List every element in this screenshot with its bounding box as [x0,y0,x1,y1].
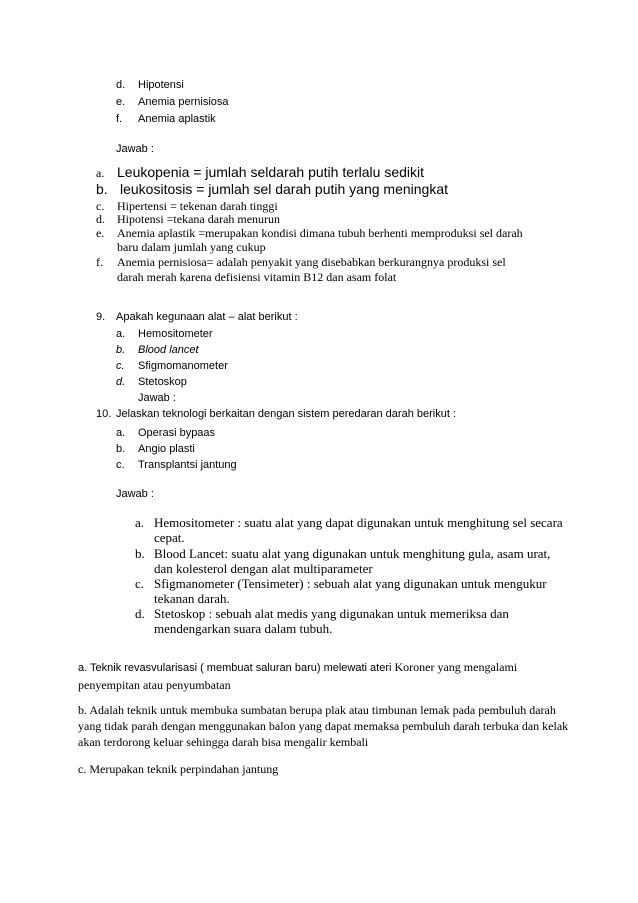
list-text: Operasi bypaas [138,427,216,439]
list-marker: a. [116,427,126,439]
list-marker: b. [116,443,126,455]
question-text: Apakah kegunaan alat – alat berikut : [116,311,298,323]
answer-text-cont: mendengarkan suara dalam tubuh. [154,621,333,636]
answer-b-line: b. Adalah teknik untuk membuka sumbatan berupa plak atau timbunan lemak pada pembuluh darah [78,703,556,717]
jawab-label: Jawab : [138,392,176,404]
answer-marker: b. [135,546,145,561]
answer-text: Sfigmanometer (Tensimeter) : sebuah alat yang digunakan untuk mengukur [154,576,547,591]
list-text: Anemia aplastik [138,113,216,125]
answer-text: Leukopenia = jumlah seldarah putih terlalu sedikit [117,164,425,180]
answer-text: Hemositometer : suatu alat yang dapat digunakan untuk menghitung sel secara [154,515,563,530]
answer-marker: d. [96,212,105,226]
answer-text: Hipertensi = tekenan darah tinggi [117,199,278,213]
list-text: Angio plasti [138,443,195,455]
list-text: Sfigmomanometer [138,360,228,372]
question-number: 10. [96,408,112,420]
list-marker: b. [116,344,126,356]
list-text: Stetoskop [138,376,187,388]
list-marker: a. [116,328,126,340]
jawab-label: Jawab : [116,143,154,155]
answer-text-cont: cepat. [154,530,185,545]
answer-text: Anemia aplastik =merupakan kondisi dimana tubuh berhenti memproduksi sel darah [117,226,523,240]
answer-marker: f. [96,255,103,269]
list-marker: c. [116,360,125,372]
answer-a-rest: Koroner yang mengalami [394,660,518,674]
list-marker: d. [116,79,126,91]
answer-a-cont: penyempitan atau penyumbatan [78,678,231,692]
question-number: 9. [96,311,106,323]
answer-marker: c. [135,576,145,591]
answer-text: Hipotensi =tekana darah menurun [117,212,281,226]
list-text: Blood lancet [138,344,199,356]
answer-marker: a. [96,166,105,180]
answer-c-line: c. Merupakan teknik perpindahan jantung [78,762,279,776]
list-marker: d. [116,376,126,388]
list-text: Transplantsi jantung [138,459,237,471]
answer-marker: a. [135,515,145,530]
answer-text-cont: baru dalam jumlah yang cukup [117,240,266,254]
answer-text: leukositosis = jumlah sel darah putih yang meningkat [120,181,449,197]
answer-a-prefix: a. Teknik revasvularisasi ( membuat saluran baru) melewati ateri [78,662,395,674]
question-text: Jelaskan teknologi berkaitan dengan sistem peredaran darah berikut : [116,408,456,420]
answer-a-line [78,661,517,674]
list-text: Anemia pernisiosa [138,96,229,108]
answer-marker: b. [96,181,108,197]
list-text: Hipotensi [138,79,184,91]
answer-marker: c. [96,199,105,213]
list-marker: c. [116,459,125,471]
answer-text: Anemia pernisiosa= adalah penyakit yang disebabkan berkurangnya produksi sel [117,255,506,269]
answer-text: Stetoskop : sebuah alat medis yang digunakan untuk memeriksa dan [154,606,509,621]
answer-text-cont: dan kolesterol dengan alat multiparameter [154,561,373,576]
answer-text: Blood Lancet: suatu alat yang digunakan untuk menghitung gula, asam urat, [154,546,551,561]
answer-b-line: yang tidak parah dengan menggunakan balon yang dapat memaksa pembuluh darah terbuka dan kelak [78,719,569,733]
answer-b-line: akan terdorong keluar sehingga darah bisa mengalir kembali [78,735,369,749]
answer-text-cont: tekanan darah. [154,591,230,606]
list-marker: f. [116,113,123,125]
answer-marker: e. [96,226,105,240]
list-text: Hemositometer [138,328,213,340]
jawab-label: Jawab : [116,488,154,500]
answer-text-cont: darah merah karena defisiensi vitamin B12 dan asam folat [117,270,397,284]
list-marker: e. [116,96,126,108]
answer-marker: d. [135,606,145,621]
